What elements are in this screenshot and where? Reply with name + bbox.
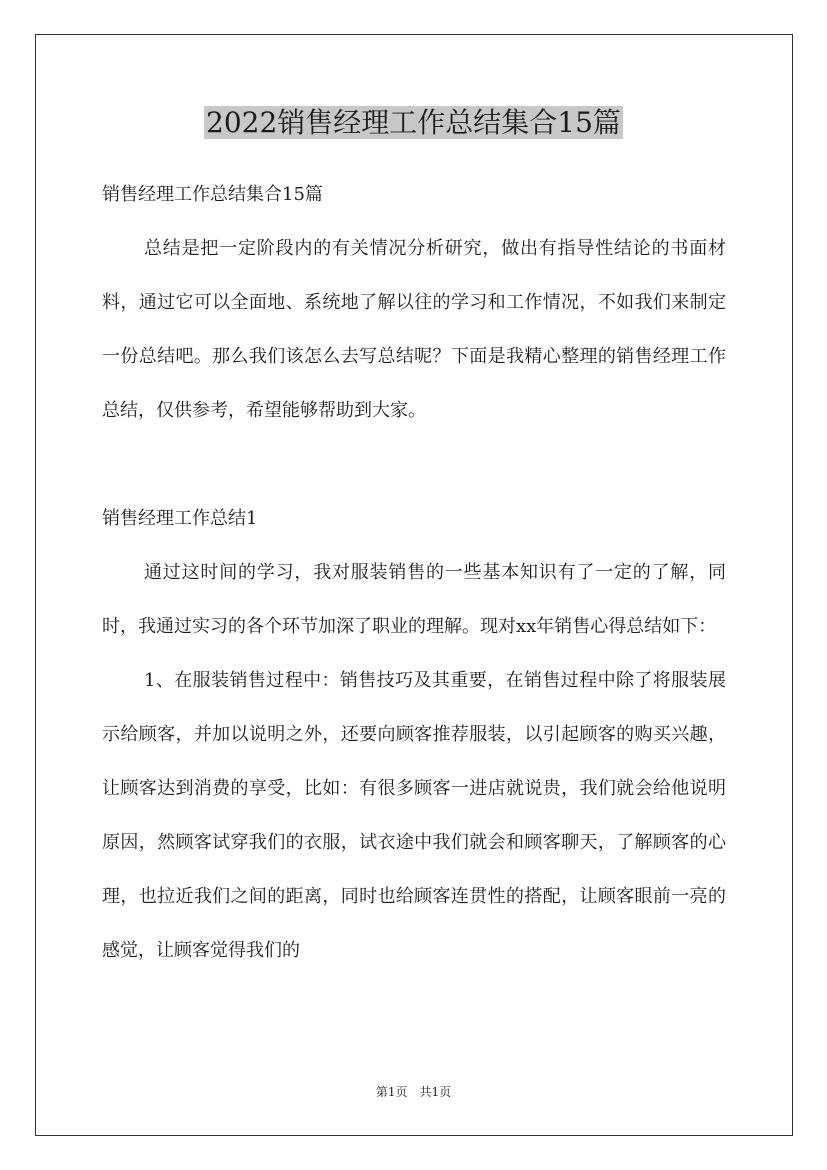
total-pages: 共1页 <box>419 1085 452 1099</box>
document-title <box>0 102 827 144</box>
section-paragraph-2: 1、在服装销售过程中：销售技巧及其重要，在销售过程中除了将服装展示给顾客，并加以说明之外，还要向顾客推荐服装，以引起顾客的购买兴趣，让顾客达到消费的享受，比如：有很多顾客一进店就说贵，我们就会给他说明原因，然顾客试穿我们的衣服，试衣途中我们就会和顾客聊天，了解顾客的心理，也拉近我们之间的距离，同时也给顾客连贯性的搭配，让顾客眼前一亮的感觉，让顾客觉得我们的 <box>102 670 726 961</box>
section-paragraph-1: 通过这时间的学习，我对服装销售的一些基本知识有了一定的了解，同时，我通过实习的各个环节加深了职业的理解。现对xx年销售心得总结如下： <box>102 562 726 637</box>
paragraph-spacer <box>102 438 726 492</box>
document-title-text: 2022销售经理工作总结集合15篇 <box>206 106 621 139</box>
document-subtitle: 销售经理工作总结集合15篇 <box>102 184 323 205</box>
intro-paragraph: 总结是把一定阶段内的有关情况分析研究，做出有指导性结论的书面材料，通过它可以全面地、系统地了解以往的学习和工作情况，不如我们来制定一份总结吧。那么我们该怎么去写总结呢？下面是我精心整理的销售经理工作总结，仅供参考，希望能够帮助到大家。 <box>102 238 726 421</box>
page-footer <box>0 1082 827 1102</box>
section-heading: 销售经理工作总结1 <box>102 508 258 529</box>
document-body <box>102 168 726 978</box>
page-number: 第1页 <box>375 1085 408 1099</box>
